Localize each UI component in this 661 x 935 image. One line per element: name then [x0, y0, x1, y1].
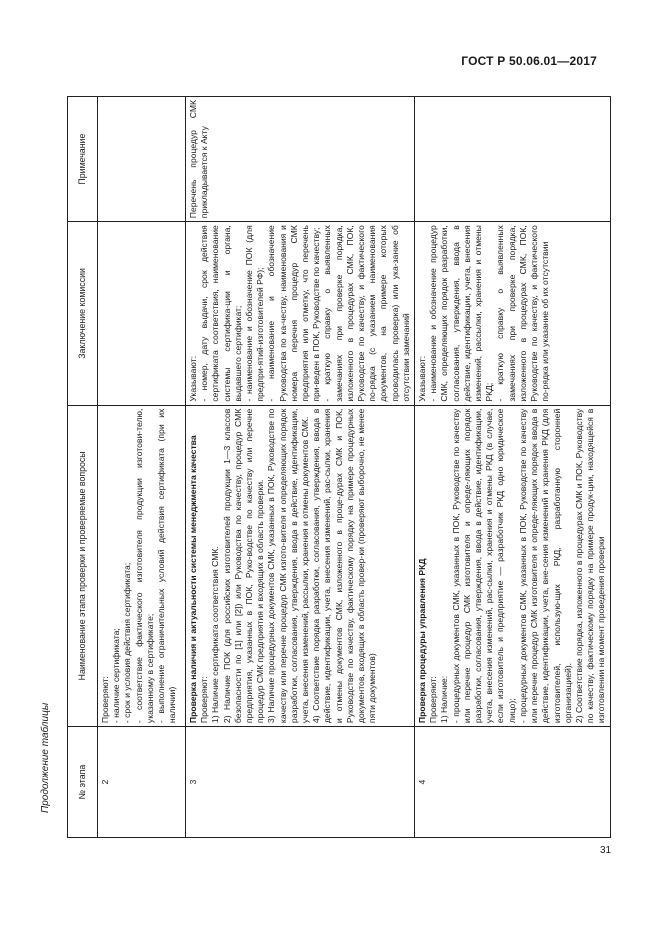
stage-item: 1) Наличие: [439, 675, 450, 724]
header-commission-conclusion: Заключение комиссии [68, 222, 98, 405]
header-stage-name: Наименование этапа проверки и проверяемые вопросы [68, 405, 98, 726]
conclusion-item: - наименование и обозначение процедур СМК, определяющих порядок разработки, согласования, утверждения, ввода в действие, идентификации, учета, внесения изменений, рассылки, хранения и отмены РКД; [428, 225, 495, 402]
stage-name-cell [415, 405, 610, 726]
stage-name-cell [186, 405, 415, 726]
rotated-table-wrapper [67, 96, 607, 838]
document-header: ГОСТ Р 50.06.01—2017 [461, 54, 597, 68]
stage-item: - срок и условия действия сертификата; [122, 562, 133, 724]
stage-item: Проверяют: [199, 676, 210, 724]
table-row [98, 97, 186, 838]
table-row [186, 97, 415, 838]
table-caption: Продолжение таблицы [40, 702, 51, 813]
conclusion-item: - номер, дату выдачи, срок действия сертификата соответствия, наименование системы сертифика-ции и органа, выдавшего сертификат; [199, 225, 243, 402]
conclusion-item: - наименование и обозначение ПОК (для предпри-ятий-изготовителей РФ); [244, 225, 266, 402]
stage-number: 2 [98, 727, 186, 838]
stage-item: - соответствие фактического изготовителя продукции изготови-телю, указанному в сертификате; [133, 408, 155, 724]
conclusion-item: - краткую справку о выявленных замечаниях при проверке порядка, изложенного в процедурах СМК, ПОК, Руководстве по качеству, и фактического по-рядка или указание об их отсутствии [495, 225, 551, 402]
note-cell: Перечень процедур СМК прикладывается к Акту [186, 97, 415, 222]
table-header-row [68, 97, 98, 838]
conclusion-item: - краткую справку о выявленных замечаниях при проверке порядка, изложенного в процедурах СМК, ПОК, Руководстве по качеству, и фактического по-рядка (с указанием наименования документов, на примере которых проводилась проверка) или ука-зание об отсутствии замечаний [322, 225, 411, 402]
header-stage-number: № этапа [68, 727, 98, 838]
stage-title: Проверка процедуры управления РКД [417, 558, 428, 724]
stage-number: 4 [415, 727, 610, 838]
conclusion-item: - наименование и обозначение Руководства по ка-честву, наименования и номера перечня процедур СМК предприятия или отметку, что перечень при-веден в ПОК, Руководстве по качеству; [266, 225, 322, 402]
stage-title: Проверка наличия и актуальности системы менеджмента качества [188, 435, 198, 724]
stage-item: - выполнение ограничительных условий действия сертификата (при их наличии) [156, 408, 178, 724]
stage-item: Проверяют: [428, 676, 439, 724]
stage-item: 2) Соответствие порядка, изложенного в процедурах СМК и ПОК, Руководству по качеству, фактическому порядку на примере продук-ции, находящейся в изготовлении на момент проведения проверки [573, 408, 607, 724]
note-cell [415, 97, 610, 222]
stage-item: - наличие сертификата; [111, 628, 122, 724]
stage-item: 1) Наличие сертификата соответствия СМК. [210, 546, 221, 724]
conclusion-item: Указывают: [417, 356, 428, 402]
header-note: Примечание [68, 97, 98, 222]
stage-item: - процедурных документов СМК, указанных в ПОК, Руководстве по качеству или перечне процедур СМК изготовителя и опреде-ляющих порядок разработки, согласования, утверждения, ввода в действие, идентификации, учета, внесения изменений, рас-сылки, хранения и отмены РКД (в случае, если изготовитель и предприятие — разработчик РКД одно юридическое лицо); [450, 408, 517, 724]
inspection-table [67, 96, 611, 838]
stage-name-cell [98, 405, 186, 726]
stage-item: Проверяют: [100, 676, 110, 724]
page-number: 31 [600, 845, 612, 856]
table-row [415, 97, 610, 838]
stage-number: 3 [186, 727, 415, 838]
stage-item: 4) Соответствие порядка разработки, согласования, утверждения, ввода в действие, идентификации, учета, внесения изменений, рас-сылки, хранения и отмены документов СМК, изложенного в проце-дурах СМК и ПОК, Руководстве по качеству, фактическому порядку на примере процедурных документов, входящих в область провер-ки (проверяют выборочно, не менее пяти документов) [311, 408, 378, 724]
conclusion-item: Указывают: [188, 356, 198, 402]
stage-item: 2) Наличие ПОК (для российских изготовителей продукции 1—3 классов безопасности по [1] или [2]) или Руководства по качеству, процедур СМК предприятия, указанных в ПОК, Руко-водстве по качеству или перечне процедур СМК предприятия и входящих в область проверки. [221, 408, 266, 724]
conclusion-cell [98, 222, 186, 405]
stage-item: - процедурных документов СМК, указанных в ПОК, Руководстве по качеству или перечне процедур СМК изготовителя и опреде-ляющих порядок ввода в действие, идентификации, учета, вне-сения изменений и хранения РКД (для изготовителей, использую-щих РКД, разработанную сторонней организацией). [517, 408, 573, 724]
note-cell [98, 97, 186, 222]
stage-item: 3) Наличие процедурных документов СМК, указанных в ПОК, Руководстве по качеству или перечне процедур СМК изгото-вителя и определяющих порядок разработки, согласования, утверждения, ввода в действие, идентификации, учета, внесения изменений, рассылки, хранения и отмены документов СМК. [266, 408, 311, 724]
conclusion-cell [186, 222, 415, 405]
conclusion-cell [415, 222, 610, 405]
